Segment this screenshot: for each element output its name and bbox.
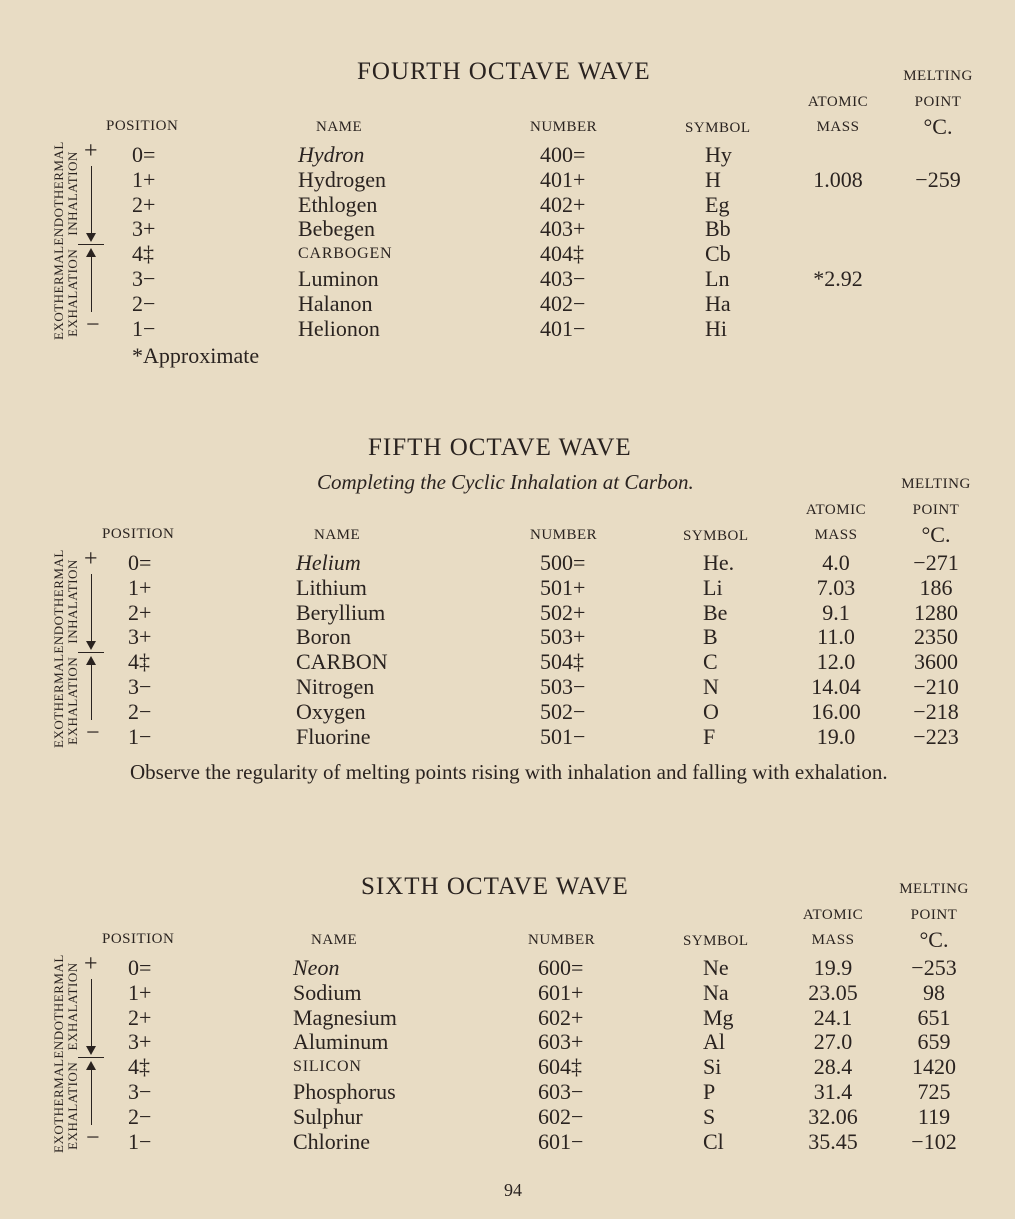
position-value: 1− [128, 723, 152, 749]
element-symbol: Bb [705, 216, 731, 242]
side-label-bottom: EXOTHERMAL [51, 245, 66, 340]
header-symbol: SYMBOL [683, 933, 749, 949]
octave-number: 501− [540, 723, 586, 749]
header-celsius: °C. [919, 927, 949, 952]
element-symbol: N [703, 674, 719, 699]
element-name: Ethlogen [298, 191, 378, 217]
position-value: 3+ [132, 216, 156, 242]
melting-point: 725 [917, 1079, 951, 1104]
side-label-bottom: EXHALATION [65, 248, 80, 337]
element-symbol: H [705, 166, 721, 192]
arrow-up-icon [86, 656, 96, 665]
element-name: Hydrogen [298, 166, 386, 192]
element-name: CARBON [296, 649, 388, 675]
octave-number: 602+ [538, 1004, 584, 1030]
melting-point: 659 [917, 1029, 951, 1055]
element-symbol: Hy [705, 142, 732, 167]
element-name: Boron [296, 624, 351, 650]
side-label-bottom: EXOTHERMAL [51, 1058, 66, 1153]
header-celsius: °C. [921, 522, 951, 547]
side-label-top: INHALATION [65, 151, 80, 236]
element-name: Beryllium [296, 599, 386, 625]
position-value: 2− [132, 290, 156, 316]
side-label-top: ENDOTHERMAL [51, 141, 66, 246]
observation-note: Observe the regularity of melting points rising with inhalation and falling with exhalation. [130, 760, 888, 784]
atomic-mass: 14.04 [811, 674, 861, 699]
atomic-mass: 35.45 [808, 1128, 858, 1154]
position-value: 1− [132, 315, 156, 341]
position-value: 1+ [128, 574, 152, 600]
position-value: 3− [128, 674, 152, 699]
arrow-down-icon [86, 233, 96, 242]
element-name: Helium [296, 550, 361, 575]
minus-sign: − [86, 1124, 100, 1151]
element-name: Chlorine [293, 1128, 370, 1154]
element-name: Bebegen [298, 216, 375, 242]
side-label-bottom: EXHALATION [65, 656, 80, 745]
position-value: 3− [132, 266, 156, 291]
position-value: 0= [128, 955, 152, 980]
plus-sign: + [84, 951, 98, 977]
element-symbol: B [703, 624, 718, 650]
section-title: SIXTH OCTAVE WAVE [361, 873, 629, 900]
element-symbol: S [703, 1103, 716, 1129]
bracket-line-exhale [91, 257, 92, 311]
element-symbol: Ln [705, 266, 730, 291]
melting-point: 186 [919, 574, 953, 600]
position-value: 1+ [128, 979, 152, 1005]
position-value: 2+ [132, 191, 156, 217]
bracket-divider [78, 244, 104, 245]
element-name: Magnesium [293, 1004, 397, 1030]
octave-number: 604‡ [538, 1054, 582, 1080]
melting-point: 98 [923, 979, 945, 1005]
header-number: NUMBER [528, 932, 596, 948]
element-name: Oxygen [296, 698, 366, 724]
atomic-mass: 28.4 [813, 1054, 853, 1080]
atomic-mass: 4.0 [822, 550, 850, 575]
bracket-divider [78, 652, 104, 653]
atomic-mass: 31.4 [813, 1079, 853, 1104]
element-name: Sodium [293, 979, 362, 1005]
atomic-mass: 19.0 [816, 723, 856, 749]
octave-number: 603− [538, 1079, 584, 1104]
side-label-top: ENDOTHERMAL [51, 549, 66, 654]
element-symbol: Ne [703, 955, 729, 980]
element-symbol: P [703, 1079, 716, 1104]
octave-number: 504‡ [540, 649, 584, 675]
element-symbol: Mg [703, 1004, 734, 1030]
element-name: Phosphorus [293, 1079, 396, 1104]
bracket-line-exhale [91, 665, 92, 719]
octave-number: 601+ [538, 979, 584, 1005]
melting-point: 3600 [914, 649, 958, 675]
element-symbol: Hi [705, 315, 727, 341]
atomic-mass: 23.05 [808, 979, 858, 1005]
octave-number: 403− [540, 266, 586, 291]
bracket-line-inhale [91, 979, 92, 1048]
header-name: NAME [311, 932, 358, 948]
octave-number: 402− [540, 290, 586, 316]
element-name: CARBOGEN [298, 245, 393, 263]
position-value: 1− [128, 1128, 152, 1154]
atomic-mass: 32.06 [808, 1103, 858, 1129]
plus-sign: + [84, 546, 98, 572]
position-value: 0= [132, 142, 156, 167]
header-point: POINT [910, 907, 958, 923]
octave-number: 401+ [540, 166, 586, 192]
melting-point: 1280 [914, 599, 958, 625]
octave-number: 500= [540, 550, 586, 575]
element-name: Fluorine [296, 723, 371, 749]
octave-number: 502+ [540, 599, 586, 625]
element-symbol: Cl [703, 1128, 724, 1154]
section-subtitle: Completing the Cyclic Inhalation at Carbon. [317, 470, 694, 494]
minus-sign: − [86, 719, 100, 746]
header-melting: MELTING [899, 881, 969, 897]
element-symbol: Li [703, 574, 723, 600]
footnote: *Approximate [132, 343, 260, 368]
octave-number: 401− [540, 315, 586, 341]
element-symbol: Be [703, 599, 728, 625]
element-symbol: Cb [705, 241, 731, 267]
atomic-mass: 27.0 [813, 1029, 853, 1055]
header-point: POINT [914, 94, 962, 110]
octave-number: 600= [538, 955, 584, 980]
element-name: Sulphur [293, 1103, 363, 1129]
side-label-bottom: EXOTHERMAL [51, 653, 66, 748]
element-symbol: He. [703, 550, 735, 575]
position-value: 0= [128, 550, 152, 575]
side-label-top: INHALATION [65, 559, 80, 644]
atomic-mass: 7.03 [816, 574, 856, 600]
melting-point: 1420 [912, 1054, 956, 1080]
section-title: FOURTH OCTAVE WAVE [357, 58, 651, 85]
arrow-up-icon [86, 1061, 96, 1070]
header-melting: MELTING [903, 68, 973, 84]
element-name: Halanon [298, 290, 373, 316]
element-symbol: Eg [705, 191, 730, 217]
position-value: 3+ [128, 624, 152, 650]
octave-number: 404‡ [540, 241, 584, 267]
position-value: 2− [128, 698, 152, 724]
element-symbol: Ha [705, 290, 731, 316]
atomic-mass: 19.9 [813, 955, 853, 980]
atomic-mass: 16.00 [811, 698, 861, 724]
position-value: 2+ [128, 599, 152, 625]
atomic-mass: 9.1 [822, 599, 850, 625]
melting-point: −271 [913, 550, 959, 575]
header-symbol: SYMBOL [683, 528, 749, 544]
melting-point: −210 [913, 674, 959, 699]
octave-number: 501+ [540, 574, 586, 600]
element-name: Aluminum [293, 1029, 389, 1055]
melting-point: 119 [917, 1103, 951, 1129]
element-symbol: C [703, 649, 718, 675]
melting-point: 651 [917, 1004, 951, 1030]
header-celsius: °C. [923, 114, 953, 139]
arrow-down-icon [86, 641, 96, 650]
header-mass: MASS [816, 119, 860, 135]
header-position: POSITION [106, 118, 179, 134]
octave-number: 403+ [540, 216, 586, 242]
octave-number: 402+ [540, 191, 586, 217]
octave-number: 400= [540, 142, 586, 167]
atomic-mass: *2.92 [813, 266, 863, 291]
element-symbol: F [703, 723, 716, 749]
atomic-mass: 24.1 [813, 1004, 853, 1030]
bracket-line-inhale [91, 166, 92, 235]
melting-point: −218 [913, 698, 959, 724]
bracket-line-exhale [91, 1070, 92, 1124]
position-value: 1+ [132, 166, 156, 192]
header-point: POINT [912, 502, 960, 518]
element-name: Lithium [296, 574, 367, 600]
element-name: Luminon [298, 266, 379, 291]
side-label-top: ENDOTHERMAL [51, 954, 66, 1059]
element-symbol: Na [703, 979, 729, 1005]
position-value: 3− [128, 1079, 152, 1104]
octave-number: 503− [540, 674, 586, 699]
header-atomic: ATOMIC [807, 94, 869, 110]
position-value: 2− [128, 1103, 152, 1129]
header-name: NAME [316, 119, 363, 135]
minus-sign: − [86, 311, 100, 338]
position-value: 2+ [128, 1004, 152, 1030]
atomic-mass: 11.0 [817, 624, 855, 650]
header-mass: MASS [811, 932, 855, 948]
element-symbol: Al [703, 1029, 725, 1055]
header-symbol: SYMBOL [685, 120, 751, 136]
header-atomic: ATOMIC [805, 502, 867, 518]
header-melting: MELTING [901, 476, 971, 492]
bracket-line-inhale [91, 574, 92, 643]
element-name: Helionon [298, 315, 380, 341]
side-label-top: EXHALATION [65, 962, 80, 1051]
element-name: SILICON [293, 1058, 362, 1076]
header-position: POSITION [102, 931, 175, 947]
atomic-mass: 1.008 [813, 166, 863, 192]
melting-point: −259 [915, 166, 961, 192]
page-number: 94 [504, 1180, 522, 1200]
melting-point: 2350 [914, 624, 958, 650]
element-name: Hydron [298, 142, 365, 167]
element-symbol: O [703, 698, 719, 724]
side-label-bottom: EXHALATION [65, 1061, 80, 1150]
element-symbol: Si [703, 1054, 722, 1080]
octave-number: 503+ [540, 624, 586, 650]
position-value: 4‡ [128, 649, 150, 675]
melting-point: −223 [913, 723, 959, 749]
header-mass: MASS [814, 527, 858, 543]
header-atomic: ATOMIC [802, 907, 864, 923]
plus-sign: + [84, 138, 98, 164]
octave-number: 502− [540, 698, 586, 724]
arrow-up-icon [86, 248, 96, 257]
element-name: Nitrogen [296, 674, 375, 699]
position-value: 4‡ [128, 1054, 150, 1080]
position-value: 4‡ [132, 241, 154, 267]
octave-number: 602− [538, 1103, 584, 1129]
header-position: POSITION [102, 526, 175, 542]
atomic-mass: 12.0 [816, 649, 856, 675]
arrow-down-icon [86, 1046, 96, 1055]
position-value: 3+ [128, 1029, 152, 1055]
header-number: NUMBER [530, 527, 598, 543]
header-number: NUMBER [530, 119, 598, 135]
bracket-divider [78, 1057, 104, 1058]
melting-point: −253 [911, 955, 957, 980]
section-title: FIFTH OCTAVE WAVE [368, 434, 632, 461]
element-name: Neon [293, 955, 340, 980]
melting-point: −102 [911, 1128, 957, 1154]
octave-number: 601− [538, 1128, 584, 1154]
header-name: NAME [314, 527, 361, 543]
octave-number: 603+ [538, 1029, 584, 1055]
